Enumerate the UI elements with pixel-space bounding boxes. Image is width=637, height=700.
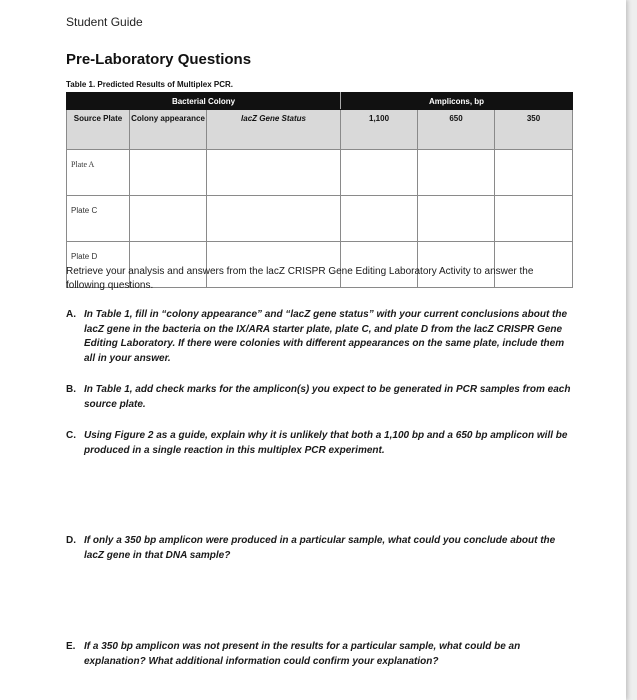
question-letter: A. (66, 309, 76, 320)
source-plate-header: Source Plate (67, 110, 130, 150)
colony-appearance-cell[interactable] (130, 196, 207, 242)
question-text: Using Figure 2 as a guide, explain why it is unlikely that both a 1,100 bp and a 650 bp amplicon will be produced in a single reaction in this multiplex PCR experiment. (84, 430, 568, 456)
amplicons-header: Amplicons, bp (341, 93, 573, 110)
table-column-header-row (67, 110, 573, 150)
question-text: If only a 350 bp amplicon were produced in a particular sample, what could you conclude about the lacZ gene in that DNA sample? (84, 535, 556, 561)
lacz-gene-status-header: lacZ Gene Status (207, 110, 341, 150)
question-e (66, 640, 576, 669)
question-b (66, 383, 576, 412)
bacterial-colony-header: Bacterial Colony (67, 93, 341, 110)
results-table (66, 92, 573, 288)
amplicon-350-cell[interactable] (495, 196, 573, 242)
table-group-header-row (67, 93, 573, 110)
instructions-paragraph: Retrieve your analysis and answers from the lacZ CRISPR Gene Editing Laboratory Activity to answer the following questions. (66, 266, 534, 291)
question-text: In Table 1, add check marks for the amplicon(s) you expect to be generated in PCR samples from each source plate. (84, 384, 571, 410)
lacz-gene-status-cell[interactable] (207, 196, 341, 242)
question-letter: E. (66, 641, 76, 652)
amplicon-1100-cell[interactable] (341, 150, 418, 196)
page-title: Pre-Laboratory Questions (66, 51, 252, 68)
source-plate-cell: Plate A (67, 150, 130, 196)
amplicon-650-cell[interactable] (418, 150, 495, 196)
question-text: In Table 1, fill in “colony appearance” and “lacZ gene status” with your current conclusions about the lacZ gene in the bacteria on the IX/ARA starter plate, plate C, and plate D from the lacZ CRISPR Gene Editing Laboratory. If there were colonies with different appearances on the same plate, include them all in your answer. (84, 309, 568, 364)
question-letter: C. (66, 430, 76, 441)
lacz-gene-status-cell[interactable] (207, 150, 341, 196)
amplicon-650-cell[interactable] (418, 196, 495, 242)
colony-appearance-cell[interactable] (130, 150, 207, 196)
table-caption: Table 1. Predicted Results of Multiplex PCR. (66, 80, 233, 89)
amplicon-350-cell[interactable] (495, 150, 573, 196)
table-row (67, 196, 573, 242)
amplicon-1100-cell[interactable] (341, 196, 418, 242)
amplicon-1100-header: 1,100 (341, 110, 418, 150)
question-c (66, 429, 576, 458)
source-plate-cell: Plate C (67, 196, 130, 242)
question-text: If a 350 bp amplicon was not present in the results for a particular sample, what could be an explanation? What additional information could confirm your explanation? (84, 641, 521, 667)
source-plate-cell: Plate D (67, 242, 130, 288)
amplicon-350-header: 350 (495, 110, 573, 150)
question-d (66, 534, 576, 563)
colony-appearance-header: Colony appearance (130, 110, 207, 150)
page-header: Student Guide (66, 15, 143, 29)
amplicon-650-header: 650 (418, 110, 495, 150)
question-letter: B. (66, 384, 76, 395)
table-row (67, 150, 573, 196)
question-a (66, 308, 576, 366)
question-letter: D. (66, 535, 76, 546)
